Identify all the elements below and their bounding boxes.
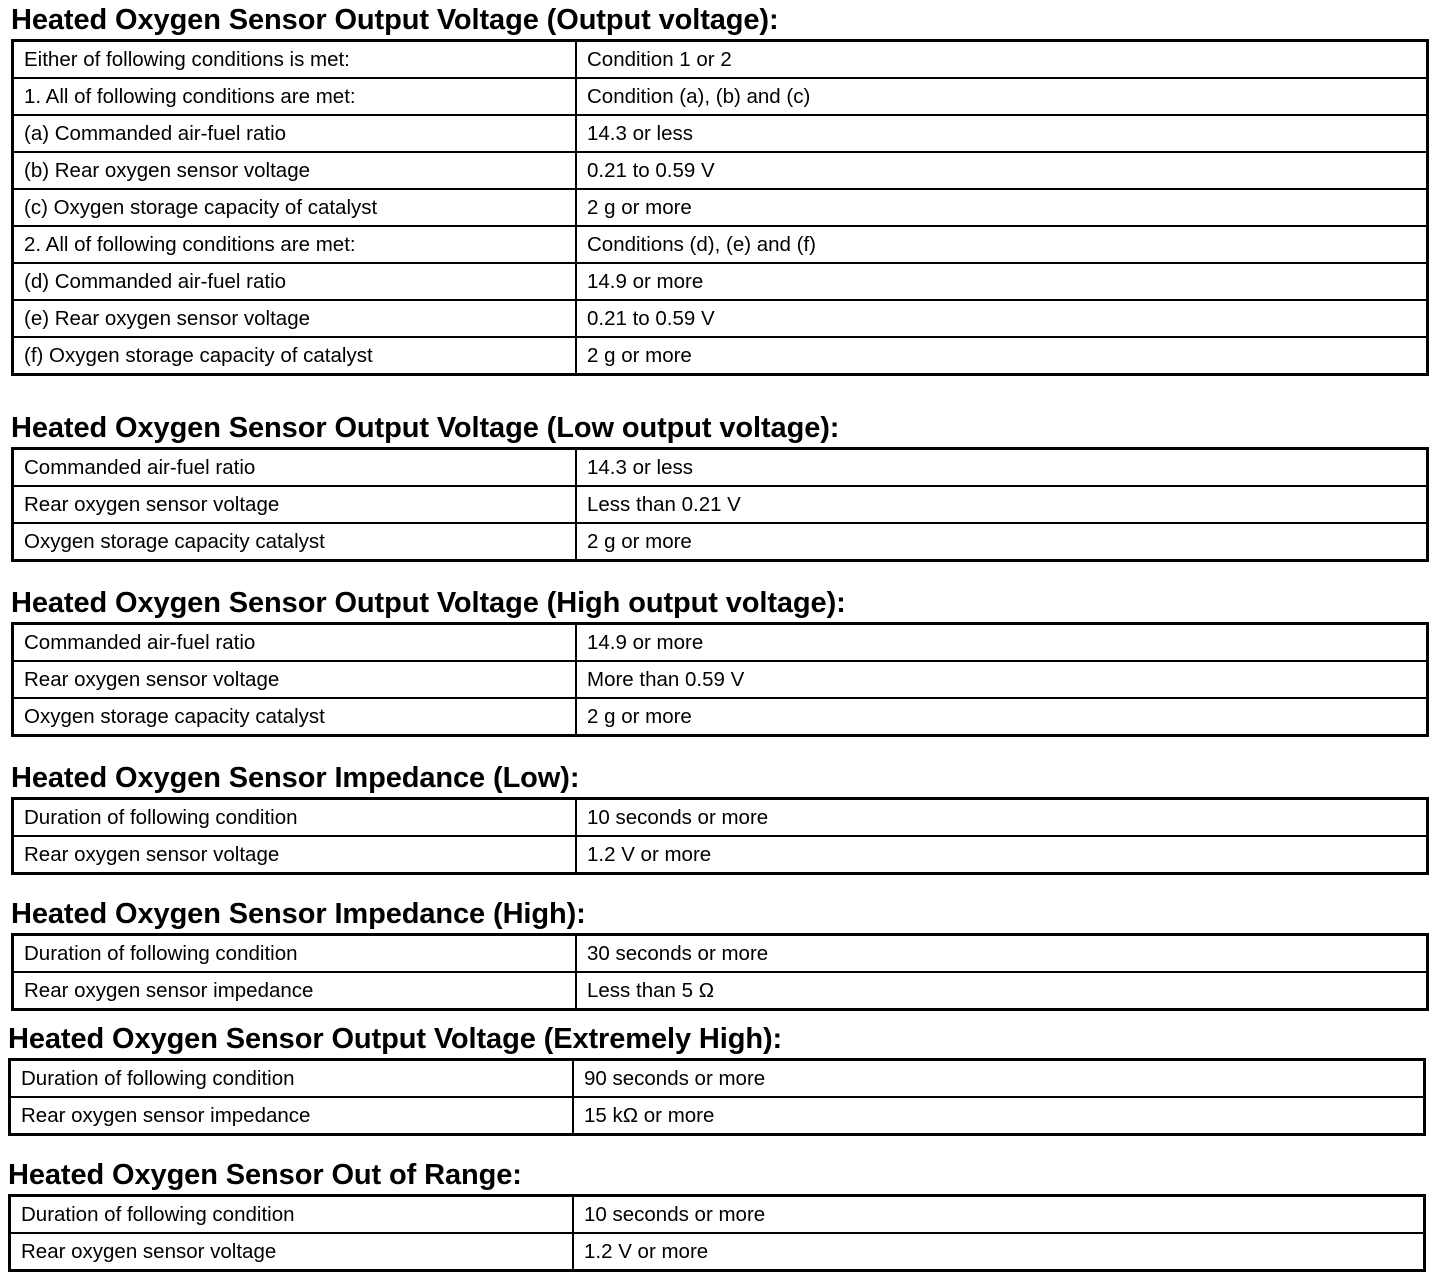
value-cell: 14.3 or less	[576, 115, 1428, 152]
section-heading: Heated Oxygen Sensor Output Voltage (High output voltage):	[11, 587, 846, 619]
value-cell: 14.9 or more	[576, 624, 1428, 662]
value-cell: 10 seconds or more	[576, 799, 1428, 837]
condition-cell: Rear oxygen sensor voltage	[10, 1233, 574, 1271]
table-row	[13, 836, 1428, 874]
condition-cell: Duration of following condition	[13, 799, 577, 837]
condition-cell: Rear oxygen sensor impedance	[10, 1097, 574, 1135]
section-heading: Heated Oxygen Sensor Output Voltage (Extremely High):	[8, 1023, 783, 1055]
value-cell: Conditions (d), (e) and (f)	[576, 226, 1428, 263]
table-row	[13, 189, 1428, 226]
value-cell: 14.9 or more	[576, 263, 1428, 300]
section-heading: Heated Oxygen Sensor Out of Range:	[8, 1159, 522, 1191]
value-cell: More than 0.59 V	[576, 661, 1428, 698]
condition-cell: (f) Oxygen storage capacity of catalyst	[13, 337, 577, 375]
condition-cell: (a) Commanded air-fuel ratio	[13, 115, 577, 152]
condition-cell: Rear oxygen sensor impedance	[13, 972, 577, 1010]
condition-cell: (d) Commanded air-fuel ratio	[13, 263, 577, 300]
condition-cell: 1. All of following conditions are met:	[13, 78, 577, 115]
condition-cell: Commanded air-fuel ratio	[13, 624, 577, 662]
value-cell: 2 g or more	[576, 337, 1428, 375]
condition-cell: Duration of following condition	[10, 1196, 574, 1234]
spec-table	[11, 933, 1429, 1011]
condition-cell: Oxygen storage capacity catalyst	[13, 698, 577, 736]
value-cell: 14.3 or less	[576, 449, 1428, 487]
condition-cell: Either of following conditions is met:	[13, 41, 577, 79]
value-cell: 0.21 to 0.59 V	[576, 152, 1428, 189]
value-cell: 1.2 V or more	[576, 836, 1428, 874]
value-cell: 90 seconds or more	[573, 1060, 1425, 1098]
value-cell: 30 seconds or more	[576, 935, 1428, 973]
value-cell: 15 kΩ or more	[573, 1097, 1425, 1135]
table-row	[13, 698, 1428, 736]
value-cell: Less than 5 Ω	[576, 972, 1428, 1010]
condition-cell: Commanded air-fuel ratio	[13, 449, 577, 487]
value-cell: Condition (a), (b) and (c)	[576, 78, 1428, 115]
value-cell: 10 seconds or more	[573, 1196, 1425, 1234]
value-cell: Less than 0.21 V	[576, 486, 1428, 523]
section-heading: Heated Oxygen Sensor Output Voltage (Low output voltage):	[11, 412, 840, 444]
section-heading: Heated Oxygen Sensor Impedance (High):	[11, 898, 586, 930]
value-cell: 2 g or more	[576, 698, 1428, 736]
condition-cell: Rear oxygen sensor voltage	[13, 836, 577, 874]
value-cell: 2 g or more	[576, 523, 1428, 561]
table-row	[13, 972, 1428, 1010]
spec-table	[8, 1058, 1426, 1136]
table-row	[13, 799, 1428, 837]
condition-cell: Oxygen storage capacity catalyst	[13, 523, 577, 561]
table-row	[13, 300, 1428, 337]
condition-cell: 2. All of following conditions are met:	[13, 226, 577, 263]
condition-cell: (c) Oxygen storage capacity of catalyst	[13, 189, 577, 226]
spec-table	[11, 39, 1429, 376]
section-heading: Heated Oxygen Sensor Impedance (Low):	[11, 762, 580, 794]
spec-table	[11, 622, 1429, 737]
table-row	[13, 624, 1428, 662]
condition-cell: (b) Rear oxygen sensor voltage	[13, 152, 577, 189]
table-row	[13, 337, 1428, 375]
value-cell: Condition 1 or 2	[576, 41, 1428, 79]
condition-cell: Duration of following condition	[10, 1060, 574, 1098]
spec-table	[11, 447, 1429, 562]
table-row	[13, 935, 1428, 973]
value-cell: 1.2 V or more	[573, 1233, 1425, 1271]
value-cell: 2 g or more	[576, 189, 1428, 226]
table-row	[13, 449, 1428, 487]
table-row	[13, 486, 1428, 523]
table-row	[10, 1097, 1425, 1135]
spec-table	[11, 797, 1429, 875]
condition-cell: (e) Rear oxygen sensor voltage	[13, 300, 577, 337]
table-row	[13, 78, 1428, 115]
section-heading: Heated Oxygen Sensor Output Voltage (Output voltage):	[11, 4, 779, 36]
table-row	[10, 1196, 1425, 1234]
table-row	[13, 115, 1428, 152]
table-row	[13, 523, 1428, 561]
table-row	[13, 661, 1428, 698]
table-row	[13, 41, 1428, 79]
spec-table	[8, 1194, 1426, 1272]
table-row	[13, 263, 1428, 300]
value-cell: 0.21 to 0.59 V	[576, 300, 1428, 337]
condition-cell: Rear oxygen sensor voltage	[13, 661, 577, 698]
table-row	[13, 226, 1428, 263]
condition-cell: Duration of following condition	[13, 935, 577, 973]
table-row	[10, 1060, 1425, 1098]
table-row	[10, 1233, 1425, 1271]
table-row	[13, 152, 1428, 189]
condition-cell: Rear oxygen sensor voltage	[13, 486, 577, 523]
